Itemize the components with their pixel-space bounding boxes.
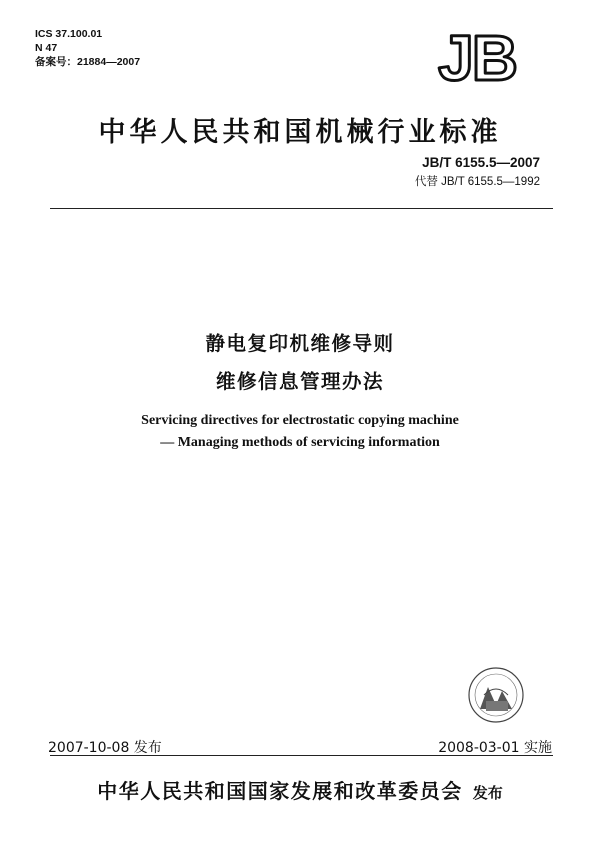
ccs-code: N 47: [35, 42, 58, 54]
replaces-code: JB/T 6155.5—1992: [441, 176, 540, 188]
publisher-suffix: 发布: [472, 784, 503, 802]
title-en-line-2: — Managing methods of servicing information: [160, 435, 440, 450]
jb-logo: [430, 26, 525, 86]
implementation-date: 2008-03-01 实施: [438, 740, 552, 756]
title-cn-line-2: 维修信息管理办法: [215, 370, 384, 393]
top-divider: [50, 208, 553, 209]
ics-code: ICS 37.100.01: [35, 28, 103, 40]
replaces-line: [415, 173, 540, 189]
organization-title: 中华人民共和国机械行业标准: [98, 117, 502, 148]
replaces-label: 代替: [414, 174, 438, 188]
standard-code: JB/T 6155.5—2007: [422, 155, 540, 170]
publisher-name: 中华人民共和国国家发展和改革委员会: [97, 779, 463, 803]
publisher-seal-icon: [466, 665, 526, 725]
issue-date: 2007-10-08 发布: [48, 740, 162, 756]
title-en-line-1: Servicing directives for electrostatic copying machine: [141, 413, 459, 428]
filing-number: 备案号：21884—2007: [35, 56, 141, 68]
bottom-divider: [50, 755, 553, 756]
title-cn-line-1: 静电复印机维修导则: [205, 332, 395, 355]
publisher-line: [0, 775, 600, 804]
jb-logo-text: JB: [438, 26, 516, 86]
